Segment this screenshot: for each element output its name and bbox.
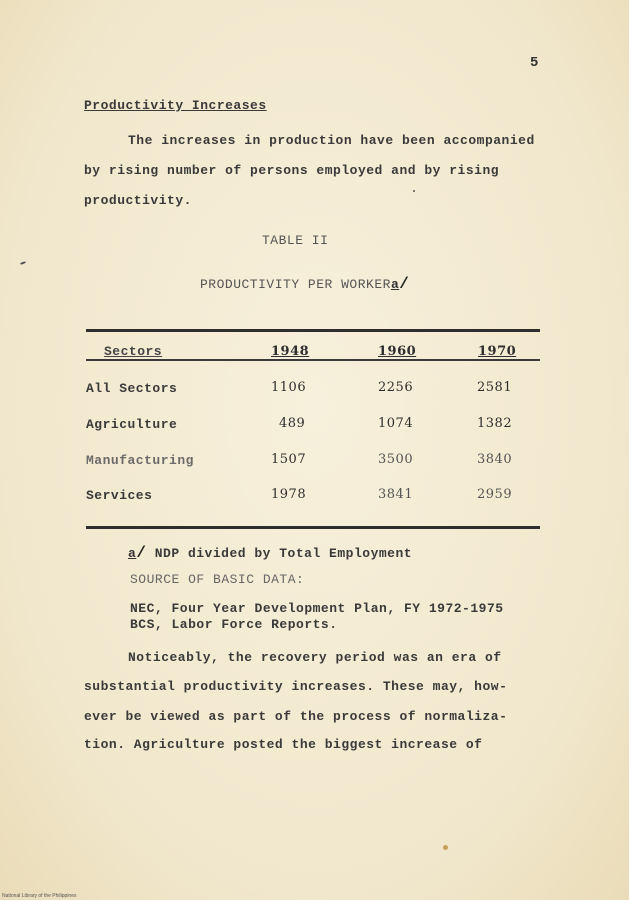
scan-speck xyxy=(413,190,415,192)
table-cell-1960: 2256 xyxy=(378,380,414,395)
table-cell-1948: 1507 xyxy=(271,452,307,467)
table-top-rule xyxy=(86,329,540,332)
table-cell-1948: 1106 xyxy=(271,380,307,395)
paragraph-2-line-4: tion. Agriculture posted the biggest increase of xyxy=(84,737,483,752)
table-cell-1948: 489 xyxy=(279,416,306,431)
table-row-sector: Services xyxy=(86,488,153,503)
table-caption-text: PRODUCTIVITY PER WORKER xyxy=(200,277,391,292)
column-header-1948: 1948 xyxy=(271,344,310,359)
table-row-sector: Manufacturing xyxy=(86,453,194,468)
table-cell-1970: 3840 xyxy=(477,452,513,467)
paragraph-2-line-3: ever be viewed as part of the process of normaliza- xyxy=(84,709,508,724)
paragraph-1-line-3: productivity. xyxy=(84,193,192,208)
scan-speck xyxy=(20,261,26,265)
paragraph-1-line-1: The increases in production have been accompanied xyxy=(128,133,535,148)
footnote-a-marker: a xyxy=(128,546,137,561)
table-caption-footnote-marker: a xyxy=(390,277,400,292)
archive-footer: National Library of the Philippines xyxy=(2,893,77,899)
table-cell-1970: 1382 xyxy=(477,416,513,431)
table-header-rule xyxy=(86,359,540,361)
footnote-a-text: NDP divided by Total Employment xyxy=(154,546,413,561)
column-header-1960: 1960 xyxy=(378,344,417,359)
table-bottom-rule xyxy=(86,526,540,529)
paragraph-1-line-2: by rising number of persons employed and by rising xyxy=(84,163,500,178)
footnote-slash-mark: / xyxy=(399,275,410,293)
column-header-sectors: Sectors xyxy=(104,344,163,359)
table-cell-1948: 1978 xyxy=(271,487,307,502)
table-row-sector: All Sectors xyxy=(86,381,178,396)
scan-speck xyxy=(443,845,448,850)
table-row-sector: Agriculture xyxy=(86,417,178,432)
table-caption xyxy=(200,275,409,293)
table-cell-1970: 2581 xyxy=(477,380,513,395)
source-line-2: BCS, Labor Force Reports. xyxy=(130,617,338,632)
table-cell-1960: 3500 xyxy=(378,452,414,467)
page-number: 5 xyxy=(530,55,539,71)
source-line-1: NEC, Four Year Development Plan, FY 1972-1975 xyxy=(130,601,504,616)
table-cell-1960: 1074 xyxy=(378,416,414,431)
column-header-1970: 1970 xyxy=(478,344,517,359)
paragraph-2-line-2: substantial productivity increases. These may, how- xyxy=(84,679,508,694)
source-label: SOURCE OF BASIC DATA: xyxy=(130,572,305,587)
section-heading: Productivity Increases xyxy=(84,98,267,113)
paragraph-2-line-1: Noticeably, the recovery period was an era of xyxy=(128,650,502,665)
table-cell-1960: 3841 xyxy=(378,487,414,502)
table-cell-1970: 2959 xyxy=(477,487,513,502)
table-label: TABLE II xyxy=(262,233,329,248)
footnote-a xyxy=(128,544,412,562)
footnote-slash-mark: / xyxy=(136,544,147,562)
